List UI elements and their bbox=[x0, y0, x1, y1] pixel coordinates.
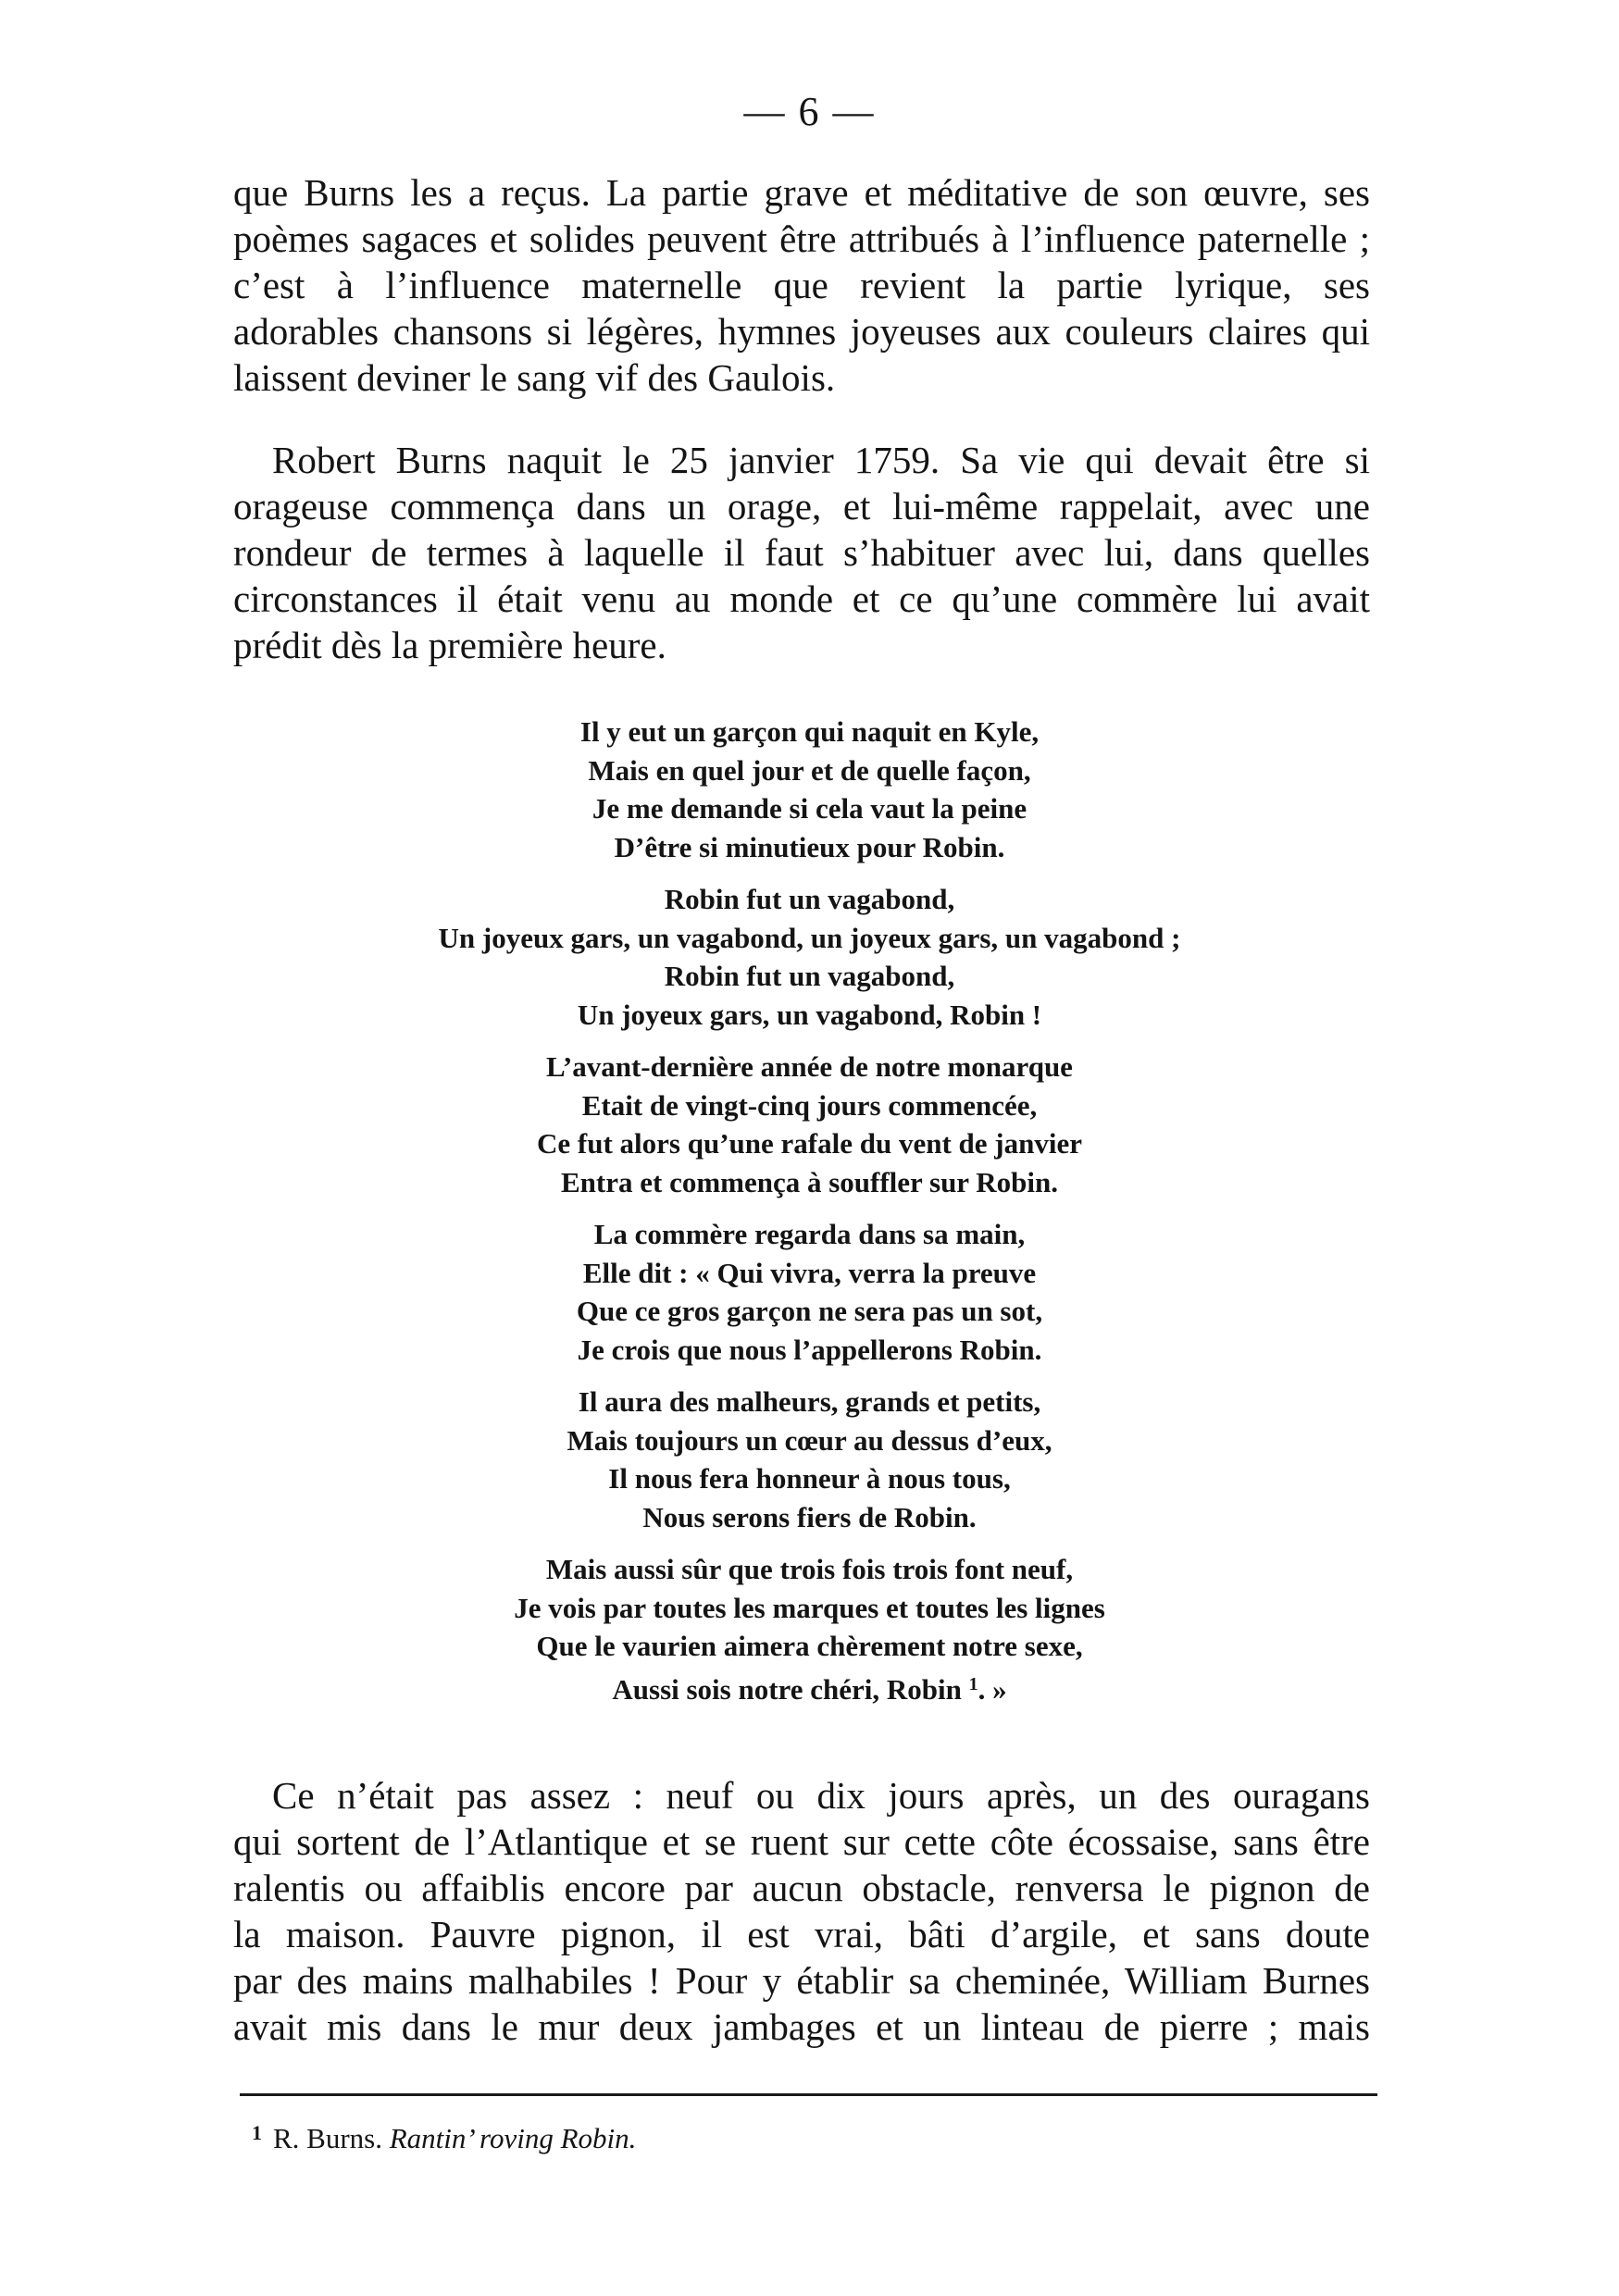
paragraph-line: adorables chansons si légères, hymnes joyeuses aux couleurs claires qui bbox=[233, 310, 1370, 353]
footnote-reference[interactable]: 1 bbox=[968, 1673, 978, 1694]
footnote-work-title: Rantin’ roving Robin. bbox=[389, 2122, 637, 2154]
poem-stanza bbox=[0, 713, 1619, 866]
paragraph-line: Robert Burns naquit le 25 janvier 1759. Sa vie qui devait être si bbox=[272, 439, 1370, 481]
closing-quote: . » bbox=[978, 1672, 1007, 1706]
paragraph-line: qui sortent de l’Atlantique et se ruent sur cette côte écossaise, sans être bbox=[233, 1820, 1370, 1863]
poem-stanza bbox=[0, 880, 1619, 1034]
poem-stanza bbox=[0, 1383, 1619, 1536]
paragraph-line: par des mains malhabiles ! Pour y établir sa cheminée, William Burnes bbox=[233, 1959, 1370, 2002]
paragraph-2 bbox=[233, 437, 1370, 668]
poem-line: Nous serons fiers de Robin. bbox=[642, 1500, 977, 1533]
poem-line: Entra et commença à souffler sur Robin. bbox=[560, 1165, 1058, 1198]
footnote-author: R. Burns. bbox=[273, 2122, 382, 2154]
poem-line: Mais en quel jour et de quelle façon, bbox=[588, 753, 1031, 787]
poem-line: Que ce gros garçon ne sera pas un sot, bbox=[576, 1295, 1043, 1327]
poem-line: Il y eut un garçon qui naquit en Kyle, bbox=[579, 715, 1040, 748]
poem-line: D’être si minutieux pour Robin. bbox=[614, 830, 1005, 863]
poem-line: Elle dit : « Qui vivra, verra la preuve bbox=[582, 1256, 1037, 1289]
poem-stanza bbox=[0, 1048, 1619, 1201]
paragraph-line: avait mis dans le mur deux jambages et un linteau de pierre ; mais bbox=[233, 2005, 1370, 2048]
paragraph-line: laissent deviner le sang vif des Gaulois. bbox=[233, 356, 836, 399]
paragraph-line: que Burns les a reçus. La partie grave et méditative de son œuvre, ses bbox=[233, 171, 1370, 214]
poem-line: Je crois que nous l’appellerons Robin. bbox=[577, 1333, 1042, 1366]
paragraph-line: circonstances il était venu au monde et ce qu’une commère lui avait bbox=[233, 577, 1370, 620]
footnote-mark: 1 bbox=[252, 2121, 262, 2144]
poem bbox=[0, 713, 1619, 1722]
paragraph-line: orageuse commença dans un orage, et lui-même rappelait, avec une bbox=[233, 485, 1370, 527]
poem-line: Etait de vingt-cinq jours commencée, bbox=[581, 1088, 1038, 1122]
paragraph-3 bbox=[233, 1772, 1370, 2050]
poem-line: Un joyeux gars, un vagabond, Robin ! bbox=[577, 998, 1042, 1031]
paragraph-line: prédit dès la première heure. bbox=[233, 624, 666, 666]
footnote-divider bbox=[240, 2093, 1377, 2096]
poem-line: Je vois par toutes les marques et toutes les lignes bbox=[514, 1591, 1105, 1624]
poem-line: La commère regarda dans sa main, bbox=[593, 1218, 1026, 1250]
poem-line: Ce fut alors qu’une rafale du vent de janvier bbox=[537, 1127, 1082, 1160]
poem-line: Que le vaurien aimera chèrement notre sexe, bbox=[536, 1630, 1083, 1662]
poem-stanza bbox=[0, 1215, 1619, 1369]
paragraph-line: c’est à l’influence maternelle que revient la partie lyrique, ses bbox=[233, 264, 1370, 306]
poem-line: Aussi sois notre chéri, Robin bbox=[612, 1672, 962, 1706]
poem-line: Robin fut un vagabond, bbox=[664, 883, 955, 915]
paragraph-line: la maison. Pauvre pignon, il est vrai, bâti d’argile, et sans doute bbox=[233, 1913, 1370, 1955]
poem-line: Il aura des malheurs, grands et petits, bbox=[578, 1385, 1041, 1418]
paragraph-line: poèmes sagaces et solides peuvent être attribués à l’influence paternelle ; bbox=[233, 217, 1370, 260]
poem-final-line bbox=[0, 1666, 1619, 1709]
poem-line: Robin fut un vagabond, bbox=[664, 960, 955, 992]
paragraph-line: rondeur de termes à laquelle il faut s’habituer avec lui, dans quelles bbox=[233, 531, 1370, 574]
poem-line: Je me demande si cela vaut la peine bbox=[592, 792, 1027, 825]
poem-line: Il nous fera honneur à nous tous, bbox=[608, 1462, 1011, 1495]
footnote bbox=[252, 2115, 636, 2157]
paragraph-line: ralentis ou affaiblis encore par aucun obstacle, renversa le pignon de bbox=[233, 1867, 1370, 1909]
paragraph-1 bbox=[233, 169, 1370, 401]
poem-stanza bbox=[0, 1550, 1619, 1708]
paragraph-line: Ce n’était pas assez : neuf ou dix jours après, un des ouragans bbox=[272, 1774, 1370, 1817]
page-number: — 6 — bbox=[743, 89, 876, 134]
poem-line: Mais toujours un cœur au dessus d’eux, bbox=[567, 1423, 1052, 1457]
poem-line: L’avant-dernière année de notre monarque bbox=[546, 1050, 1073, 1083]
poem-line: Un joyeux gars, un vagabond, un joyeux gars, un vagabond ; bbox=[438, 921, 1181, 954]
poem-line: Mais aussi sûr que trois fois trois font neuf, bbox=[545, 1553, 1074, 1585]
